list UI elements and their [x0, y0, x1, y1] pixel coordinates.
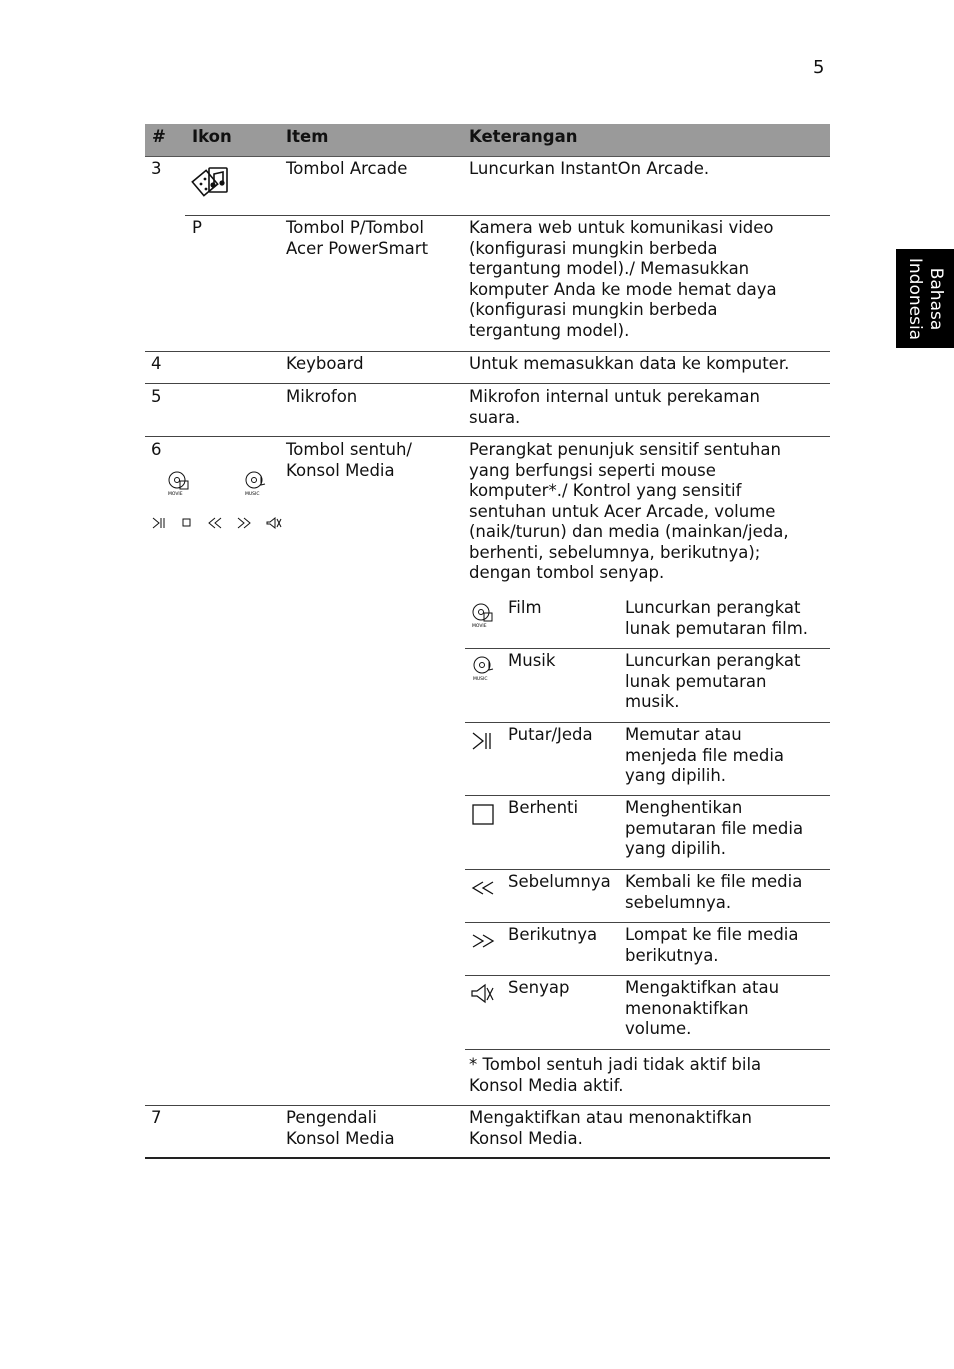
row-7-item: Pengendali Konsol Media	[286, 1108, 395, 1148]
media-control-desc: Menghentikan pemutaran file media yang dipilih.	[625, 798, 804, 858]
music-disc-icon	[242, 470, 268, 496]
divider	[145, 383, 830, 384]
media-control-name: Senyap	[508, 978, 570, 997]
row-5-item: Mikrofon	[286, 387, 358, 406]
row-5-desc: Mikrofon internal untuk perekaman suara.	[469, 387, 760, 427]
media-control-desc: Luncurkan perangkat lunak pemutaran film.	[625, 598, 809, 638]
divider	[145, 351, 830, 352]
play-pause-icon	[470, 729, 496, 755]
svg-text:MUSIC: MUSIC	[473, 677, 488, 682]
page-number: 5	[813, 57, 825, 78]
header-desc: Keterangan	[469, 127, 578, 146]
play-pause-icon	[152, 517, 166, 529]
mute-icon	[266, 517, 282, 529]
music-disc-icon	[470, 655, 496, 681]
row-3-num: 3	[151, 159, 162, 178]
row-3-desc: Luncurkan InstantOn Arcade.	[469, 159, 710, 178]
row-4-desc: Untuk memasukkan data ke komputer.	[469, 354, 790, 373]
media-control-desc: Memutar atau menjeda file media yang dipilih.	[625, 725, 785, 785]
divider	[185, 215, 830, 216]
divider	[465, 922, 830, 923]
media-control-desc: Luncurkan perangkat lunak pemutaran musik.	[625, 651, 801, 711]
row-3-item: Tombol Arcade	[286, 159, 408, 178]
media-control-desc: Kembali ke file media sebelumnya.	[625, 872, 803, 912]
media-control-name: Putar/Jeda	[508, 725, 593, 744]
row-6-item: Tombol sentuh/ Konsol Media	[286, 440, 412, 480]
row-6-desc: Perangkat penunjuk sensitif sentuhan yang berfungsi seperti mouse komputer*./ Kontrol yang sensitif sentuhan untuk Acer Arcade, volume (naik/turun) dan media (mainkan/jeda, berhenti, sebelumnya, berikutnya); dengan tombol senyap.	[469, 440, 789, 582]
row-p-icon-label: P	[192, 218, 202, 237]
row-5-num: 5	[151, 387, 162, 406]
media-control-name: Sebelumnya	[508, 872, 611, 891]
table-bottom-border	[145, 1157, 830, 1159]
row-p-desc: Kamera web untuk komunikasi video (konfigurasi mungkin berbeda tergantung model)./ Memasukkan komputer Anda ke mode hemat daya (konfigurasi mungkin berbeda tergantung model).	[469, 218, 777, 340]
row-4-item: Keyboard	[286, 354, 364, 373]
row-4-num: 4	[151, 354, 162, 373]
divider	[465, 722, 830, 723]
language-tab	[896, 249, 954, 348]
previous-icon	[470, 876, 496, 902]
row-7-desc: Mengaktifkan atau menonaktifkan Konsol Media.	[469, 1108, 752, 1148]
divider	[465, 869, 830, 870]
svg-text:MOVIE: MOVIE	[472, 624, 487, 629]
divider	[465, 795, 830, 796]
divider	[145, 1105, 830, 1106]
media-control-desc: Mengaktifkan atau menonaktifkan volume.	[625, 978, 780, 1038]
row-p-item: Tombol P/Tombol Acer PowerSmart	[286, 218, 429, 258]
header-item: Item	[286, 127, 329, 146]
mute-icon	[470, 982, 496, 1008]
media-control-name: Berhenti	[508, 798, 579, 817]
divider	[465, 1049, 830, 1050]
movie-disc-icon	[166, 470, 192, 496]
media-control-desc: Lompat ke file media berikutnya.	[625, 925, 799, 965]
media-control-name: Musik	[508, 651, 556, 670]
next-icon	[470, 929, 496, 955]
divider	[465, 975, 830, 976]
divider	[465, 648, 830, 649]
header-num: #	[152, 127, 166, 146]
stop-icon	[182, 518, 192, 528]
row-7-num: 7	[151, 1108, 162, 1127]
divider	[145, 436, 830, 437]
row-6-num: 6	[151, 440, 162, 459]
header-icon: Ikon	[192, 127, 232, 146]
svg-text:MOVIE: MOVIE	[168, 492, 183, 497]
media-control-name: Berikutnya	[508, 925, 598, 944]
language-tab-label: Bahasa Indonesia	[905, 257, 946, 340]
arcade-icon	[192, 164, 234, 202]
footnote: * Tombol sentuh jadi tidak aktif bila Konsol Media aktif.	[469, 1055, 762, 1095]
media-control-name: Film	[508, 598, 542, 617]
stop-icon	[470, 802, 496, 828]
movie-disc-icon	[470, 602, 496, 628]
previous-icon	[208, 517, 222, 529]
svg-text:MUSIC: MUSIC	[245, 492, 260, 497]
next-icon	[237, 517, 251, 529]
